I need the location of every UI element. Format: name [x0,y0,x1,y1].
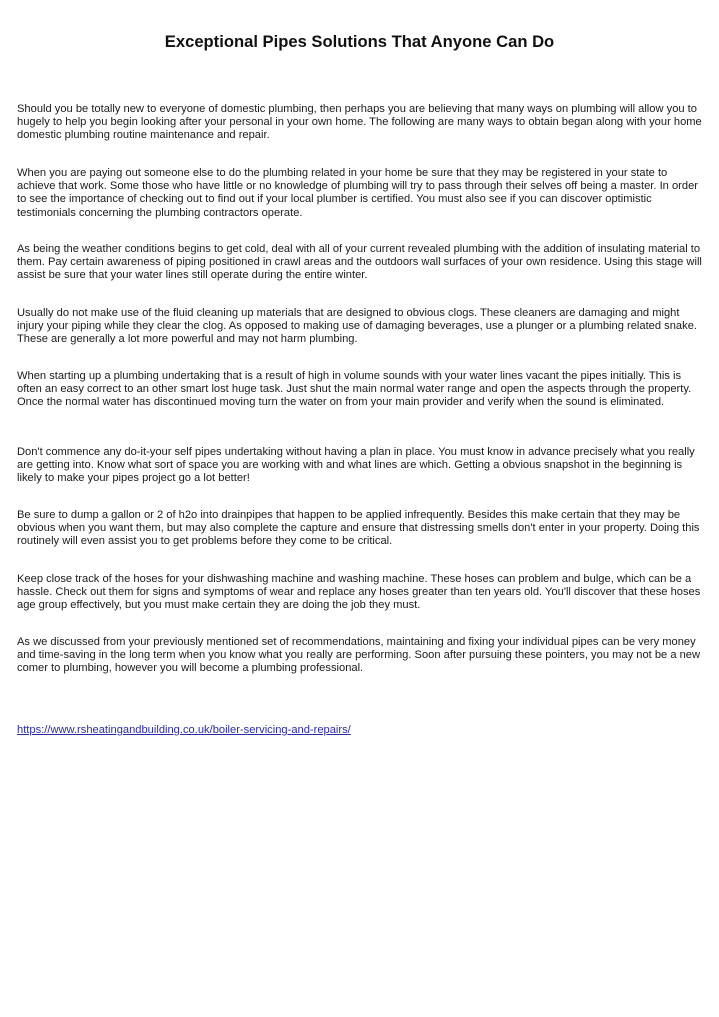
paragraph-9: As we discussed from your previously mentioned set of recommendations, maintaining and fixing your individual pipes can be very money and time-saving in the long term when you know what you really are performing. Soon after pursuing these pointers, you may not be a new comer to plumbing, however you will become a plumbing professional. [17,636,701,675]
page-title: Exceptional Pipes Solutions That Anyone Can Do [164,32,555,51]
paragraph-8: Keep close track of the hoses for your dishwashing machine and washing machine. These hoses can problem and bulge, which can be a hassle. Check out them for signs and symptoms of wear and replace any hoses greater than ten years old. You'll discover that these hoses age group effectively, but you must make certain they are doing the job they must. [17,573,701,612]
paragraph-1: Should you be totally new to everyone of domestic plumbing, then perhaps you are believing that many ways on plumbing will allow you to hugely to help you begin looking after your personal in your own home. The following are many ways to obtain began along with your home domestic plumbing routine maintenance and repair. [17,103,702,142]
paragraph-7: Be sure to dump a gallon or 2 of h2o into drainpipes that happen to be applied infrequently. Besides this make certain that they may be obvious when you want them, but may also complete the capture and ensure that distressing smells don't enter in your property. Doing this routinely will even assist you to get problems before they come to be critical. [17,509,700,548]
paragraph-5: When starting up a plumbing undertaking that is a result of high in volume sounds with your water lines vacant the pipes initially. This is often an easy correct to an other smart lost huge task. Just shut the main normal water range and open the aspects through the property. Once the normal water has discontinued moving turn the water on from your main provider and verify when the sound is eliminated. [17,370,692,409]
paragraph-6: Don't commence any do-it-your self pipes undertaking without having a plan in place. You must know in advance precisely what you really are getting into. Know what sort of space you are working with and what lines are which. Getting a obvious snapshot in the beginning is likely to make your pipes project go a lot better! [17,446,695,485]
paragraph-4: Usually do not make use of the fluid cleaning up materials that are designed to obvious clogs. These cleaners are damaging and might injury your piping while they clear the clog. As opposed to making use of damaging beverages, use a plunger or a plumbing related snake. These are generally a lot more powerful and may not harm plumbing. [17,307,697,346]
paragraph-2: When you are paying out someone else to do the plumbing related in your home be sure that they may be registered in your state to achieve that work. Some those who have little or no knowledge of plumbing will try to pass through their selves off being a master. In order to see the importance of checking out to find out if your local plumber is certified. You must also see if you can discover optimistic testimonials concerning the plumbing contractors operate. [17,167,698,219]
source-link[interactable]: https://www.rsheatingandbuilding.co.uk/boiler-servicing-and-repairs/ [17,724,351,736]
paragraph-3: As being the weather conditions begins to get cold, deal with all of your current revealed plumbing with the addition of insulating material to them. Pay certain awareness of piping positioned in crawl areas and the outdoors wall surfaces of your own residence. Using this stage will assist be sure that your water lines still operate during the entire winter. [17,243,702,282]
